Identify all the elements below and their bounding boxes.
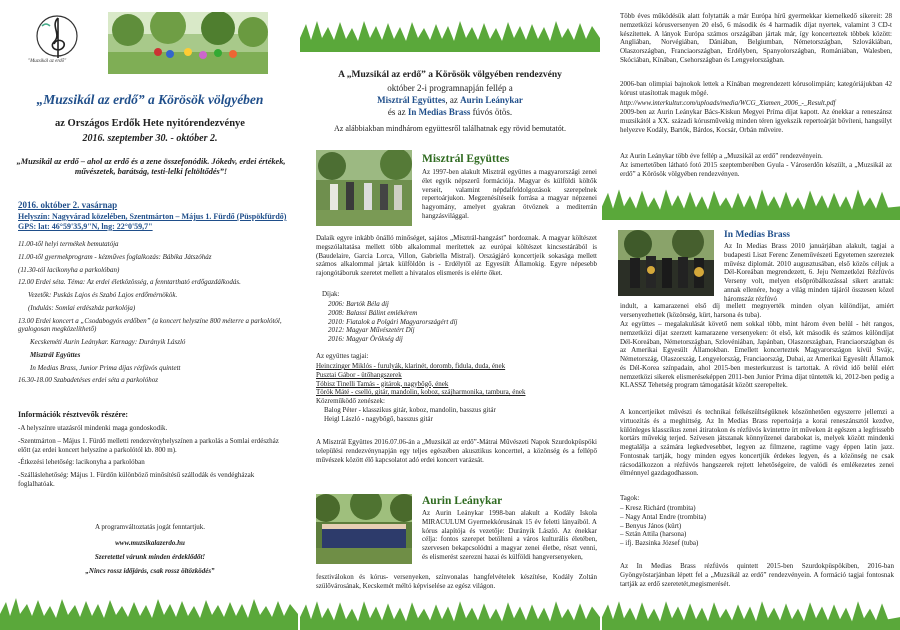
member-item: Balog Péter - klasszikus gitár, koboz, mandolin, basszus gitár	[324, 405, 496, 414]
member-item: – ifj. Bazsinka József (tuba)	[620, 539, 699, 547]
program-item: Vezetők: Puskás Lajos és Szabó Lajos erdőmérnökök.	[28, 291, 178, 299]
event-dates: 2016. szeptember 30. - október 2.	[82, 133, 218, 144]
award-item: 2010: Fiatalok a Polgári Magyarországért díj	[328, 317, 458, 326]
program-item: In Medias Brass, Junior Prima díjas rézfúvós quintett	[30, 363, 181, 372]
imb-title: In Medias Brass	[724, 230, 790, 240]
performers-line	[304, 95, 596, 106]
in-medias-brass-photo	[618, 230, 714, 296]
award-item: 2016: Magyar Örökség díj	[328, 335, 403, 343]
imb-events: Az In Medias Brass rézfúvós quintett 2015-ben Szurdokpüspökiben, 2016-ban Gyöngyöstarjánban lépett fel a „Muzsikál az erdő” rendezvényein. A formáció tagjai fontosnak tartják az erdő szeretetét,megismerését.	[620, 562, 894, 588]
performer-aurin: Aurin Leánykar	[460, 95, 523, 105]
member-item: Pusztai Gábor - ütőhangszerek	[316, 370, 402, 379]
grass-decoration	[300, 18, 600, 52]
program-item: (Indulás: Somlai erdészház parkolója)	[28, 303, 136, 312]
column-details	[602, 0, 900, 630]
program-item: 11.00-től helyi termékek bemutatója	[18, 240, 119, 248]
aurin-festival: Az Aurin Leánykar több éve fellép a „Muzsikál az erdő” rendezvényein.	[620, 152, 823, 160]
program-item: Kecskeméti Aurin Leánykar. Karnagy: Durányik László	[30, 338, 186, 346]
member-item: – Nagy Antal Endre (trombita)	[620, 512, 706, 521]
subtitle: az Országos Erdők Hete nyitórendezvénye	[55, 118, 245, 129]
aurin-choir-photo	[316, 494, 412, 564]
member-item: Heigl László - nagybőgő, basszus gitár	[324, 414, 433, 423]
program-list	[18, 240, 292, 385]
members-title: Az együttes tagjai:	[316, 352, 369, 360]
award-item: 2012: Magyar Művészetért Díj	[328, 326, 415, 335]
imb-repertoire: A koncertjeiket művészi és technikai felkészültségüknek köszönhetően egyszerre jellemzi a virtuozitás és a meghittség. Az In Medias Brass repertoárja a korai reneszánsztól kezdve, különleges klasszikus zenei átiratokon és rézfúvós kvintettre írt műveken át egészen a legfrissebb kortárs művekig terjed. Szívesen játszanak könnyűzenei darabokat is, melyek között mindenki megtalálja a számára legkedvesebbet, legyen az filmzene, ragtime vagy éppen latin jazz. Fontosnak tartják, hogy minden egyes koncertjük érdekes legyen, és a közönség ne csak rácsodálkozzon a rézfúvós hangszerek rejtett lehetőségeire, de valódi és emlékezetes zenei élménnyel gazdagodhasson.	[620, 408, 894, 478]
grass-decoration	[0, 596, 298, 630]
member-item: – Kresz Richárd (trombita)	[620, 504, 696, 512]
info-list	[18, 424, 288, 489]
info-item: -Szálláslehetőség: Május 1. Fürdőn különböző minősítésű szállodák és vendégházak foglalhatóak.	[18, 471, 255, 488]
results-link[interactable]: http://www.interkultur.com/uploads/media/WCG_Xiamen_2006_-_Result.pdf	[620, 99, 836, 107]
awards-title: Díjak:	[322, 290, 340, 298]
imb-achievements: Az együttes – megalakulását követő nem sokkal több, mint három éven belül - hét rangos, nemzetközi díjat szerzett kamarazene versenyeken: öt első, két második és számos különdíjat Dél-Koreában, Németországban, Szlovéniában, Japánban, Olaszországban, Franciaországban és az Amerikai Egyesült Államokban. Emellett koncerteztek Magyarországon kívül Svájc, Németország, Olaszország, Lengyelország, Franciaország, Dubai, az Amerikai Egyesült Államok és Dél-Korea színpadain, ahol 2015-ben mesterkurzust is tartottak. A rövid idő belül elért nemzetközi sikerek elismeréseképpen 2011-ben Junior Príma díjat tüntették ki, 2012-ben pedig a KLASSZ Tehetség program támogatását között szerepeltek.	[620, 320, 894, 390]
imb-award: indult, a kamarazenei első díj mellett megnyerték minden olyan különdíjat, amiért versenyezhettek (közönség, kürt, harsona és tuba).	[620, 302, 894, 319]
awards-list	[328, 300, 588, 344]
disclaimer: A programváltoztatás jogát fenntartjuk.	[94, 523, 206, 531]
members-list	[316, 362, 598, 423]
intro-text: Az alábbiakban mindhárom együttesről találhatnak egy rövid bemutatót.	[334, 124, 566, 133]
misztral-description: Dalaik egyre inkább önálló minőséget, sajátos „Misztrál-hangzást” hordoznak. A magyar költészet megszólaltatása mellett több alkalommal merítettek az európai költészet kincsestárából is (Baudelaire, Garcia Lorca, Villon, Gabriella Mistral). Országjáró koncertjeik sokasága mellett számos alkalommal jártak külföldön is - Erdélytől az Egyesült Államokig. Egyre népesebb rajongótáboruk szeretet mellett a hivatalos elismerés is elérte őket.	[316, 234, 597, 277]
member-item: Török Máté - cselló, gitár, mandolin, koboz, szájharmonika, tambura, ének	[316, 388, 526, 397]
performers-line-2	[304, 107, 596, 118]
aurin-prize: 2009-ben az Aurin Leánykar Bács-Kiskun Megyei Príma díjat kapott. Az énekkar a reneszánsz muzsikától a XX. századi kórusművekig minden téren igyekszik repertoárját bővíteni, hangsúlyt helyezve Kodály, Bartók, Bárdos, Kocsár, Orbán műveire.	[620, 108, 892, 134]
section-subheading: október 2-i programnapján fellép a	[387, 83, 513, 93]
festival-logo	[28, 12, 86, 68]
program-item: Misztrál Együttes	[30, 350, 81, 359]
quintet-label: fúvós ötös.	[470, 107, 513, 117]
aurin-olympics: 2006-ban olimpiai bajnokok lettek a Kínában megrendezett kórusolimpián; kategóriájukban 42 kórust utasítottak maguk mögé.	[620, 80, 892, 97]
info-item: -Étkezési lehetőség: lacikonyha a parkolóban	[18, 458, 145, 467]
imb-members-list	[620, 504, 894, 548]
connector: és az	[387, 107, 408, 117]
misztral-title: Misztrál Együttes	[422, 153, 510, 165]
program-item: 13.00 Erdei koncert a „Csodabogyós erdőben” (a koncert helyszíne 800 méterre a parkolótól, gyalogosan megközelíthető)	[18, 316, 282, 334]
closing-quote: „Nincs rossz időjárás, csak rossz öltözködés”	[85, 567, 215, 575]
member-item: – Sztán Attila (harsona)	[620, 530, 687, 539]
member-item: Közreműködő zenészek:	[316, 397, 385, 405]
member-item: – Benyus János (kürt)	[620, 521, 682, 530]
aurin-intro: Az Aurin Leánykar 1998-ban alakult a Kodály Iskola MIRACULUM Gyermekkórusának 15 év feletti lányaiból. A kórus alapítója és vezetője: Durányik László. Az énekkar célja: fontos szerepet betölteni a város kulturális életében, szervesen bekapcsolódni a magyar zenei életbe, részt venni, és elismerést szerezni hazai és külföldi hangversenyeken,	[422, 509, 597, 561]
section-heading: A „Muzsikál az erdő” a Körösök völgyében rendezvény	[338, 70, 562, 80]
aurin-achievements: Több éves működésük alatt folytatták a már Európa hírű gyermekkar kiemelkedő sikereit: 28 nemzetközi kórusversenyen 20 első, 6 második és 4 harmadik díjat nyertek, valamint 3 CD-t készítettek. A lányok Európa számos országában jártak már, így koncerteztek többek között: Angliában, Norvégiában, Dániában, Belgiumban, Németországban, Szlovákiában, Olaszországban, Franciaországban, Erdélyben, Spanyolországban, Romániában, Walesben, Skóciában, Kínában, Csehországban és Lengyelországban.	[620, 12, 892, 64]
welcome-text: Szeretettel várunk minden érdeklődőt!	[94, 553, 206, 561]
logo-text: "Muzsikál az erdő"	[28, 59, 67, 64]
info-item: -Szentmárton – Május 1. Fürdő melletti rendezvényhelyszínen a parkolás a Somlai erdészház előtt (az erdei koncert helyszíne a parkolótól kb. 800 m).	[18, 436, 279, 454]
award-item: 2006: Bartók Béla díj	[328, 300, 389, 308]
misztral-photo	[316, 150, 412, 226]
member-item: Heinczinger Miklós - furulyák, klarinét, doromb, fidula, duda, ének	[316, 362, 506, 370]
misztral-event-text: A Misztrál Együttes 2016.07.06-án a „Muzsikál az erdő”-Mátrai Művészeti Napok Szurdokpüspöki települési rendezvénynapján egy teljes egészében akusztikus koncerttel, a közönség és a fellépő művészek között élő kapcsolatot adó erdei koncert varázsát.	[316, 438, 597, 464]
column-performers	[300, 0, 600, 630]
grass-decoration	[602, 186, 900, 220]
program-item: 11.00-től gyermekprogram - kézműves foglalkozás: Bábika Játszóház	[18, 252, 212, 261]
performer-misztral: Misztrál Együttes	[377, 95, 446, 105]
program-item: 12.00 Erdei séta. Téma: Az erdei életközösség, a fenntartható erdőgazdálkodás.	[18, 278, 241, 287]
program-item: 16.30-18.00 Szabadetéses erdei séta a parkolóhoz	[18, 376, 158, 385]
info-item: -A helyszínre utazásról mindenki maga gondoskodik.	[18, 424, 168, 432]
page-title: „Muzsikál az erdő” a Körösök völgyében	[36, 92, 264, 107]
imb-intro: Az In Medias Brass 2010 januárjában alakult, tagjai a budapesti Liszt Ferenc Zeneművészeti Egyetemen szereztek művész diplomát. 2010 augusztusában, első közös céljuk a Dél-Koreában megrendezett, 6. Jeju Nemzetközi Rézfúvós Verseny volt, melyen elsőpróbálkozással sikert arattak: annak ellenére, hogy a világ minden tájáról összesen közel háromszáz rézfúvó	[724, 242, 894, 303]
aurin-title: Aurin Leánykar	[422, 495, 503, 507]
forest-concert-photo	[108, 12, 268, 74]
event-day: 2016. október 2. vasárnap	[18, 200, 118, 210]
info-title: Információk résztvevők részére:	[18, 410, 129, 419]
aurin-photo-note: Az ismertetőben látható fotó 2015 szeptemberében Gyula - Városerdőn készült, a „Muzsikál az erdő” a Körösök völgyében rendezvényen.	[620, 161, 892, 178]
aurin-description: fesztiválokon és kórus- versenyeken, színvonalas hangfelvételek készítése, Kodály Zoltán szülővárosának, Kecskemét méltó képviselése az egész világon.	[316, 573, 597, 590]
grass-decoration	[602, 598, 900, 630]
separator: , az	[445, 95, 461, 105]
award-item: 2008: Balassi Bálint emlékérem	[328, 308, 418, 317]
member-item: Tóbisz Tinelli Tamás - gitárok, nagybőgő, ének	[316, 379, 449, 388]
imb-members-title: Tagok:	[620, 494, 640, 502]
program-item: (11.30-tól lacikonyha a parkolóban)	[18, 265, 120, 274]
misztral-intro: Az 1997-ben alakult Misztrál együttes a magyarországi zenei élet egyik népszerű formációja. Magyar és külföldi költők verseit, valamint népdalfeldolgozások szerepelnek repertoárjukon. Megzenésítéseik forrása a magyar népzenei hagyomány, amelyet gyakran ötvöznek a mediterrán hangzásvilággal.	[422, 168, 597, 220]
venue: Helyszín: Nagyvárad közelében, Szentmárton – Május 1. Fürdő (Püspökfürdő) GPS: lat: 46°59'35,9"N, lng: 22°0'59,7"	[18, 212, 287, 231]
motto: „Muzsikál az erdő – ahol az erdő és a zene összefonódik. Jókedv, erdei értékek, művészetek, barátság, testi-lelki feltöltődés”!	[16, 157, 286, 177]
grass-decoration	[300, 598, 600, 630]
website-link[interactable]: www.muzsikalazerdo.hu	[115, 539, 185, 547]
column-program	[0, 0, 298, 630]
performer-imb: In Medias Brass	[407, 107, 471, 117]
